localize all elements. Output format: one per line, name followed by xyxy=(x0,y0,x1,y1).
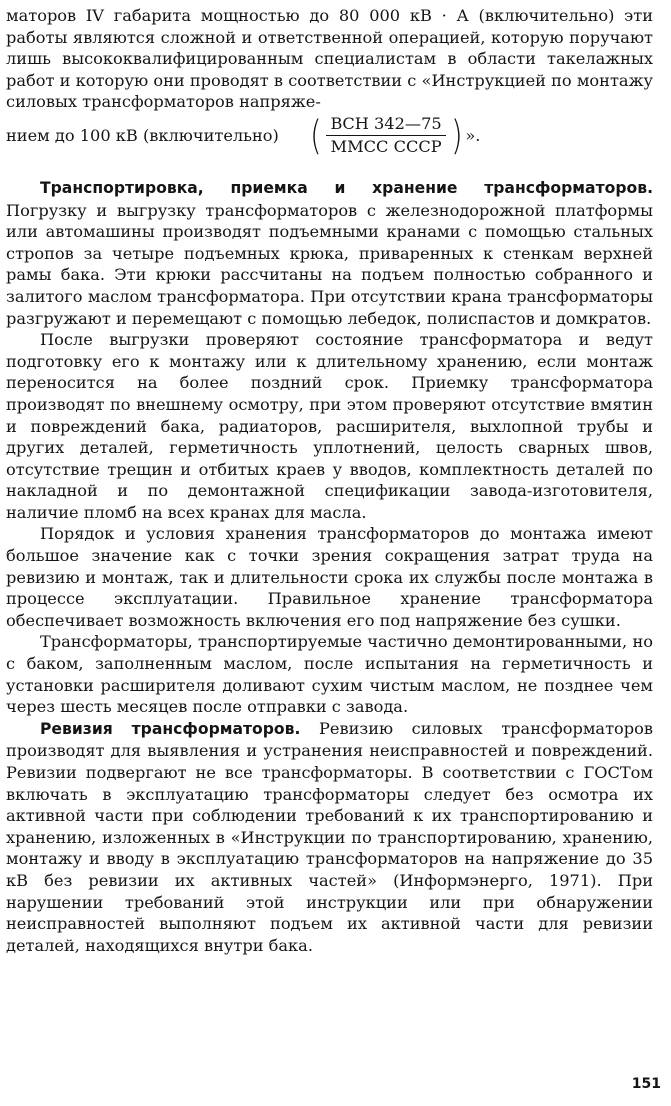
revision-text-1: Ревизию силовых трансформаторов производят для выявления и устранения неисправностей и повреждений. Ревизии подвергают не все трансформаторы. В соответствии с ГОСТом включать в эксплуатацию трансформаторы следует без осмотра их активной части при соблюдении требований к их транспортированию и хранению, изложенных в «Инструкции по транспортированию, хранению, монтажу и вводу в эксплуатацию трансформаторов на напряжение до 35 кВ без ревизии их активных частей» (Информэнерго, 1971). При нарушении требований этой инструкции или при обнаружении неисправностей выполняют подъем их активной части для ревизии деталей, находящихся внутри бака. xyxy=(6,718,653,955)
gost-fraction xyxy=(324,114,447,157)
intro-continuation: нием до 100 кВ (включительно) xyxy=(6,126,279,146)
right-paren-icon: ) xyxy=(450,112,463,159)
gost-reference-line xyxy=(6,114,653,158)
gost-numerator: ВСН 342—75 xyxy=(326,114,445,136)
transport-text-3: Порядок и условия хранения трансформаторов до монтажа имеют большое значение как с точки зрения сокращения затрат труда на ревизию и монтаж, так и длительности срока их службы после монтажа в процессе эксплуатации. Правильное хранение трансформатора обеспечивает возможность включения его под напряжение без сушки. xyxy=(6,524,653,630)
revision-paragraph-1 xyxy=(6,718,653,957)
transport-text-4: Трансформаторы, транспортируемые частично демонтированными, но с баком, заполненным маслом, после испытания на герметичность и установки расширителя доливают сухим чистым маслом, не позднее чем через шесть месяцев после отправки с завода. xyxy=(6,632,653,717)
intro-text: маторов IV габарита мощностью до 80 000 кВ · А (включительно) эти работы являются сложной и ответственной операцией, которую поручают лишь высококвалифицированным специалистам в области такелажных работ и которую они проводят в соответствии с «Инструкцией по монтажу силовых трансформаторов напряже- xyxy=(6,6,653,112)
intro-paragraph xyxy=(6,5,653,113)
transport-paragraph-1 xyxy=(6,177,653,329)
intro-closing: ». xyxy=(465,126,481,146)
page-number: 151 xyxy=(631,1076,661,1092)
section-heading-revision: Ревизия трансформаторов. xyxy=(40,719,301,738)
transport-text-2: После выгрузки проверяют состояние трансформатора и ведут подготовку его к монтажу или к длительному хранению, если монтаж переносится на более поздний срок. Приемку трансформатора производят по внешнему осмотру, при этом проверяют отсутствие вмятин и повреждений бака, радиаторов, расширителя, выхлопной трубы и других деталей, герметичность уплотнений, целость сварных швов, отсутствие трещин и отбитых краев у вводов, комплектность деталей по накладной и по демонтажной спецификации завода-изготовителя, наличие пломб на всех кранах для масла. xyxy=(6,330,653,522)
transport-paragraph-3 xyxy=(6,523,653,631)
transport-paragraph-4 xyxy=(6,631,653,717)
section-heading-transport: Транспортировка, приемка и хранение трансформаторов. xyxy=(40,178,653,197)
transport-text-1: Погрузку и выгрузку трансформаторов с железнодорожной платформы или автомашины производят подъемными кранами с помощью стальных стропов за четыре подъемных крюка, приваренных к стенкам верхней рамы бака. Эти крюки рассчитаны на подъем полностью собранного и залитого маслом трансформатора. При отсутствии крана трансформаторы разгружают и перемещают с помощью лебедок, полиспастов и домкратов. xyxy=(6,200,653,328)
transport-paragraph-2 xyxy=(6,329,653,523)
page-body xyxy=(6,5,653,956)
gost-denominator: ММСС СССР xyxy=(330,137,442,157)
left-paren-icon: ( xyxy=(309,112,322,159)
